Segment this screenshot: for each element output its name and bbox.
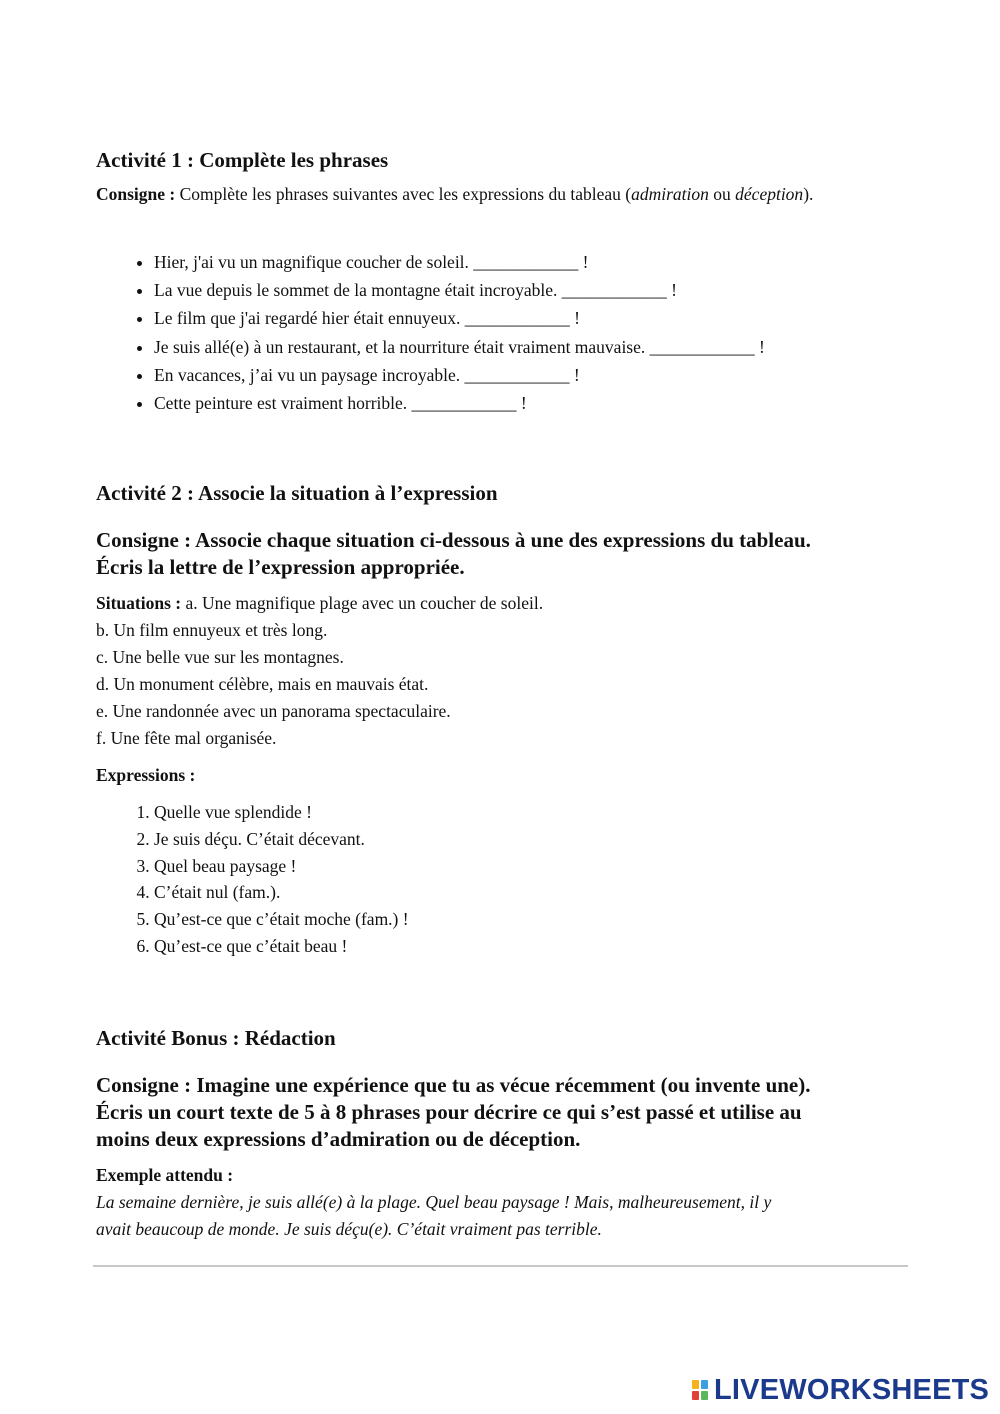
sentence-item: • Hier, j'ai vu un magnifique coucher de soleil. ____________ !: [154, 248, 765, 276]
activity-2-instruction: [96, 527, 908, 581]
instruction-line: moins deux expressions d’admiration ou de déception.: [96, 1127, 581, 1151]
situations-label: Situations :: [96, 593, 182, 613]
sentence-item: • Cette peinture est vraiment horrible. ____________ !: [154, 389, 765, 417]
liveworksheets-logo: [692, 1374, 989, 1406]
expressions-list: [96, 799, 409, 960]
situation-text: a. Une magnifique plage avec un coucher de soleil.: [181, 593, 544, 613]
instruction-line: Écris un court texte de 5 à 8 phrases pour décrire ce qui s’est passé et utilise au: [96, 1100, 802, 1124]
expression-item: 3. Quel beau paysage !: [154, 853, 409, 880]
logo-square: [701, 1380, 708, 1389]
expression-item: 4. C’était nul (fam.).: [154, 879, 409, 906]
situation-item: c. Une belle vue sur les montagnes.: [96, 647, 344, 667]
situation-item: [96, 590, 543, 617]
horizontal-divider: [93, 1265, 908, 1267]
sentence-item: • Je suis allé(e) à un restaurant, et la nourriture était vraiment mauvaise. ____________ !: [154, 333, 765, 361]
expression-item: 1. Quelle vue splendide !: [154, 799, 409, 826]
activity-1-title: Activité 1 : Complète les phrases: [96, 148, 389, 172]
example-text: [96, 1189, 908, 1243]
fill-in-sentences-list: [96, 248, 765, 417]
logo-square: [701, 1391, 708, 1400]
activity-1-instruction: [96, 181, 908, 208]
expression-item: 5. Qu’est-ce que c’était moche (fam.) !: [154, 906, 409, 933]
instruction-line: Consigne : Imagine une expérience que tu as vécue récemment (ou invente une).: [96, 1073, 811, 1097]
activity-2-title: Activité 2 : Associe la situation à l’expression: [96, 481, 498, 505]
situation-item: e. Une randonnée avec un panorama spectaculaire.: [96, 701, 451, 721]
instruction-emphasis: admiration: [631, 184, 709, 204]
situation-item: b. Un film ennuyeux et très long.: [96, 620, 328, 640]
expressions-label: Expressions :: [96, 765, 196, 785]
bonus-activity-title: Activité Bonus : Rédaction: [96, 1026, 336, 1050]
expression-item: 2. Je suis déçu. C’était décevant.: [154, 826, 409, 853]
example-line: avait beaucoup de monde. Je suis déçu(e). C’était vraiment pas terrible.: [96, 1219, 602, 1239]
situation-item: f. Une fête mal organisée.: [96, 728, 277, 748]
instruction-label: Consigne :: [96, 184, 176, 204]
sentence-item: • En vacances, j’ai vu un paysage incroyable. ____________ !: [154, 361, 765, 389]
sentence-item: • Le film que j'ai regardé hier était ennuyeux. ____________ !: [154, 304, 765, 332]
instruction-text: ).: [803, 184, 814, 204]
instruction-text: ou: [708, 184, 736, 204]
logo-text: LIVEWORKSHEETS: [714, 1373, 990, 1406]
logo-grid-icon: [692, 1380, 708, 1400]
expression-item: 6. Qu’est-ce que c’était beau !: [154, 933, 409, 960]
situation-item: d. Un monument célèbre, mais en mauvais état.: [96, 674, 429, 694]
instruction-line: Écris la lettre de l’expression appropriée.: [96, 555, 465, 579]
logo-square: [692, 1380, 699, 1389]
situations-list: [96, 590, 543, 752]
instruction-emphasis: déception: [735, 184, 804, 204]
example-line: La semaine dernière, je suis allé(e) à la plage. Quel beau paysage ! Mais, malheureusement, il y: [96, 1192, 772, 1212]
sentence-item: • La vue depuis le sommet de la montagne était incroyable. ____________ !: [154, 276, 765, 304]
bonus-instruction: [96, 1072, 908, 1153]
instruction-text: Complète les phrases suivantes avec les expressions du tableau (: [175, 184, 632, 204]
instruction-line: Consigne : Associe chaque situation ci-dessous à une des expressions du tableau.: [96, 528, 811, 552]
logo-square: [692, 1391, 699, 1400]
example-label: Exemple attendu :: [96, 1165, 234, 1185]
